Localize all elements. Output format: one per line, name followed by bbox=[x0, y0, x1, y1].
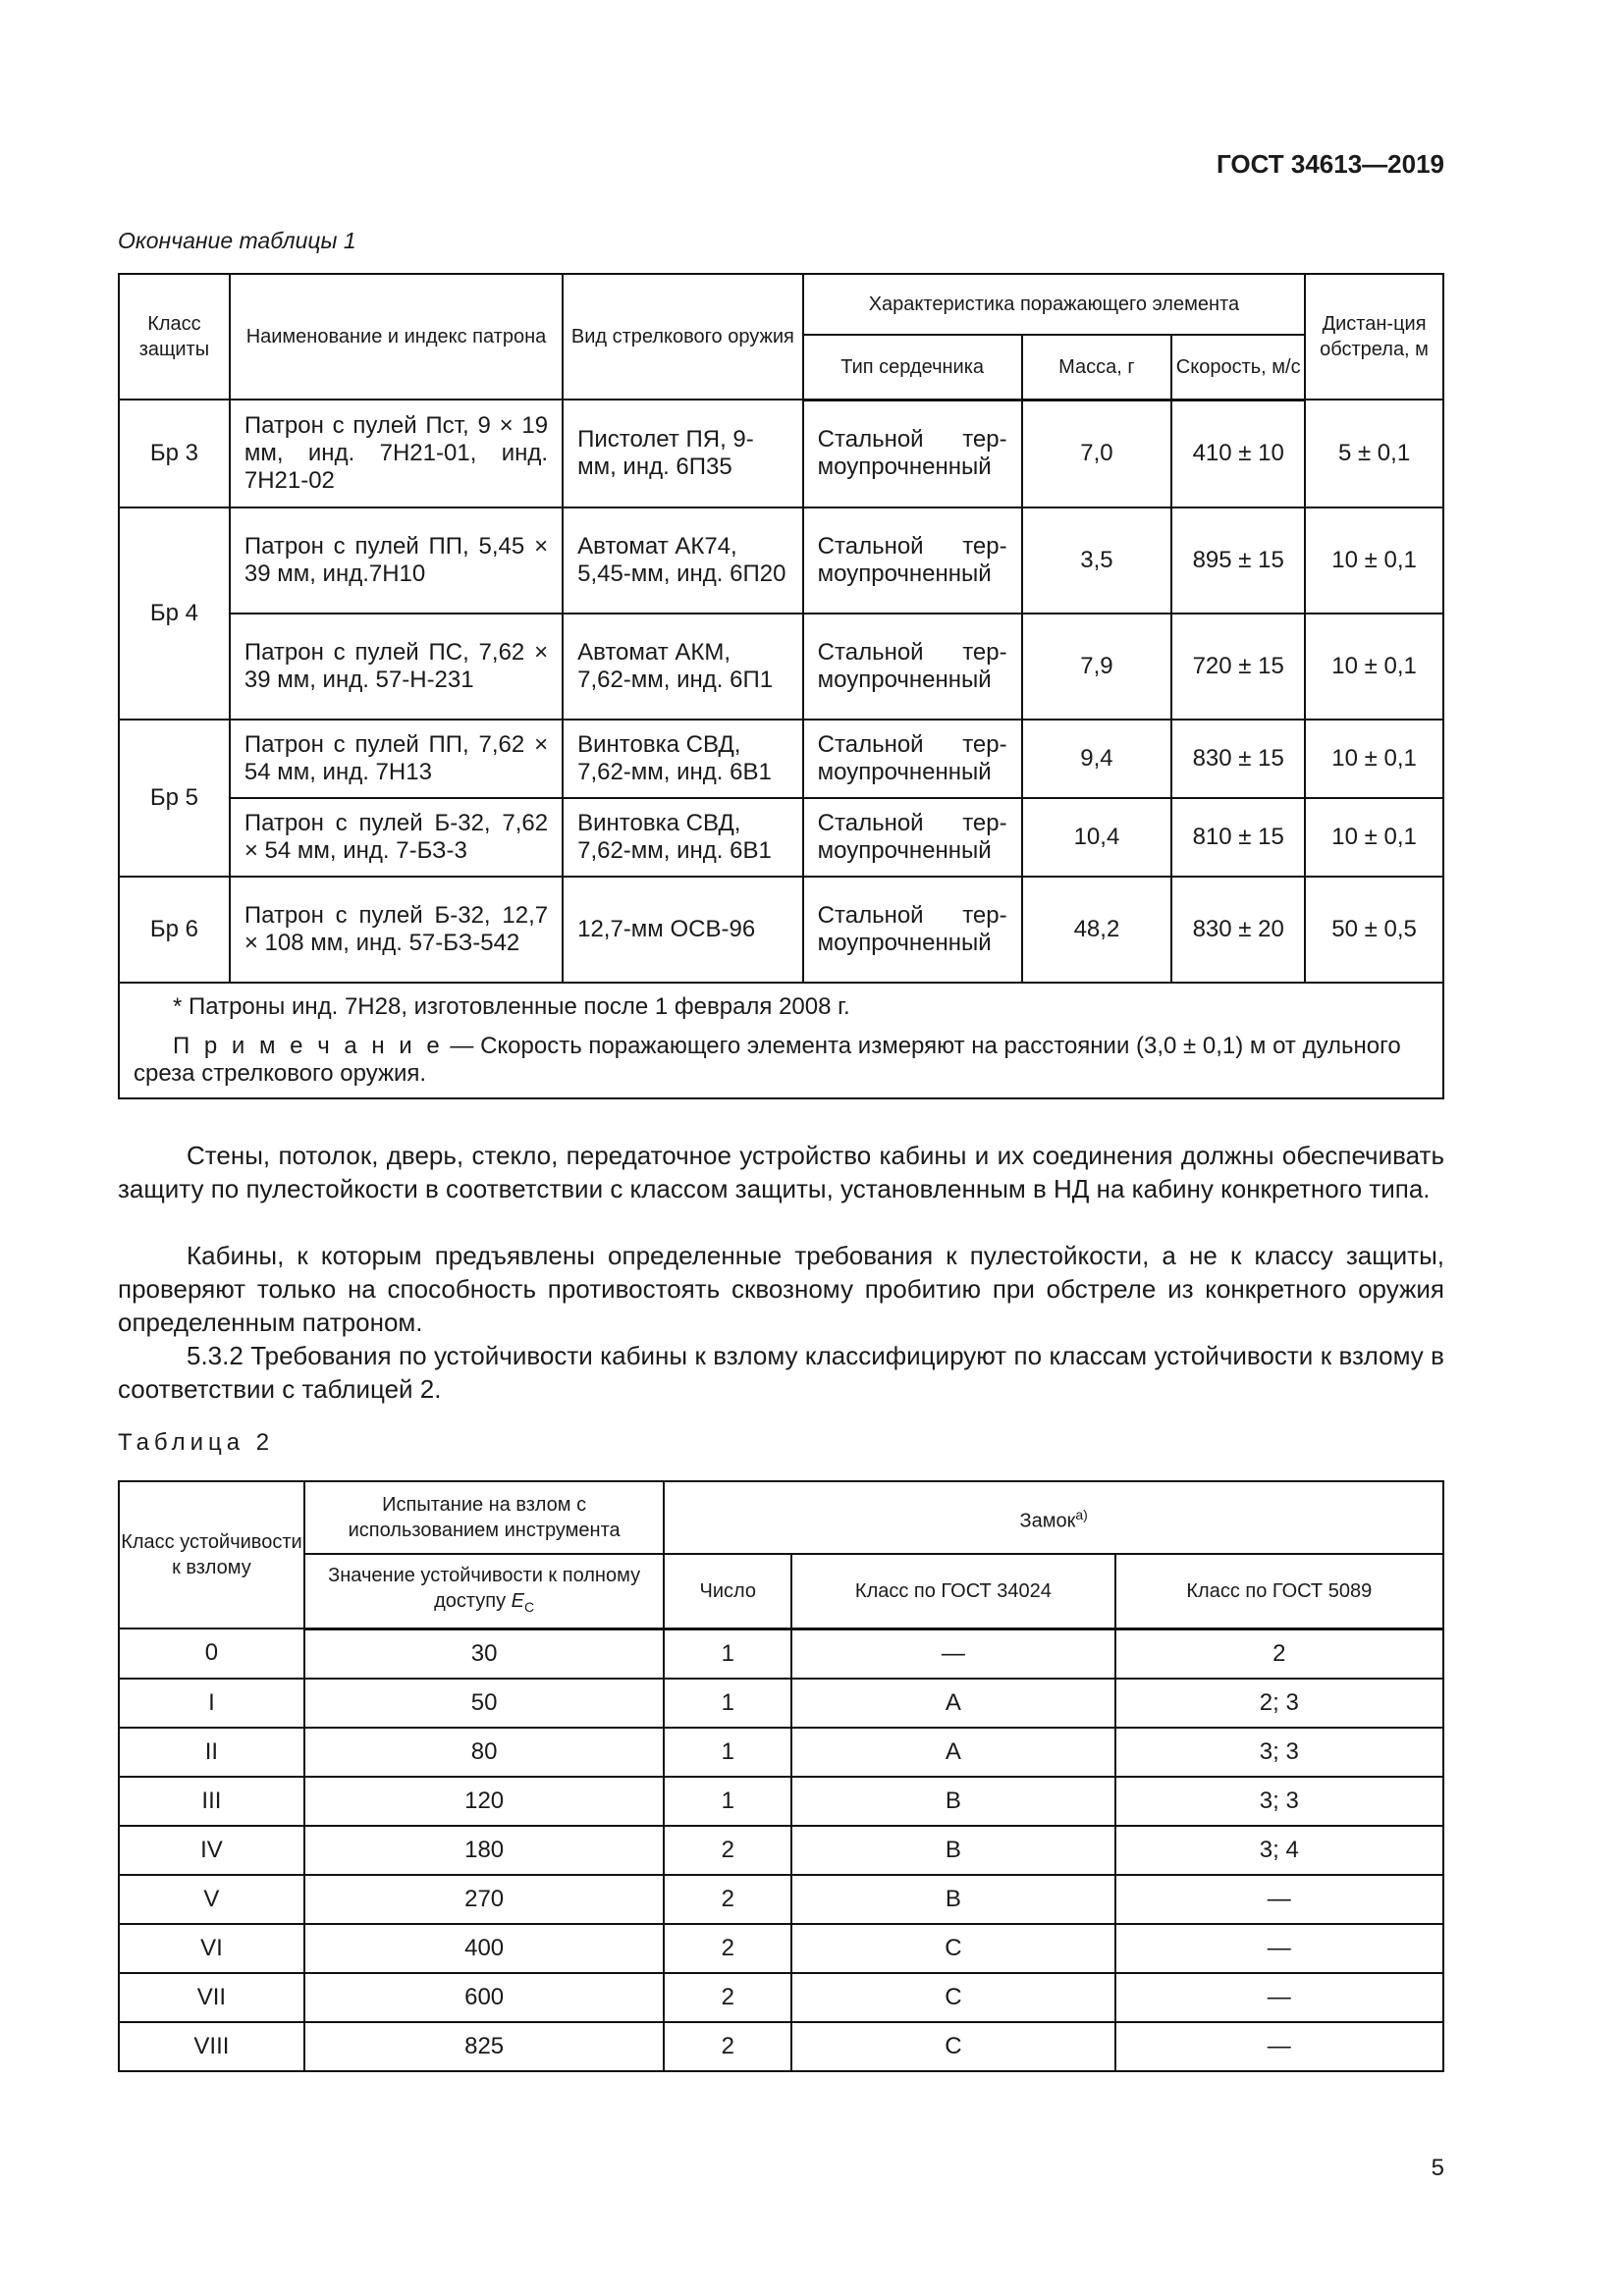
cell-mass: 7,0 bbox=[1022, 400, 1172, 507]
cell-class: V bbox=[119, 1875, 304, 1924]
cell-class: VIII bbox=[119, 2022, 304, 2071]
cell-weapon: Автомат АК74, 5,45-мм, инд. 6П20 bbox=[563, 507, 803, 614]
cell-weapon: Автомат АКМ, 7,62-мм, инд. 6П1 bbox=[563, 614, 803, 720]
cell-class: VI bbox=[119, 1924, 304, 1973]
cell-gost-5089: 3; 4 bbox=[1115, 1826, 1443, 1875]
cell-count: 2 bbox=[664, 1875, 791, 1924]
table-row bbox=[119, 1777, 1443, 1826]
cell-count: 1 bbox=[664, 1629, 791, 1679]
cell-resistance: 80 bbox=[304, 1728, 665, 1777]
cell-class: 0 bbox=[119, 1629, 304, 1679]
header-class: Класс защиты bbox=[119, 274, 230, 400]
header-count: Число bbox=[664, 1554, 791, 1629]
cell-class: VII bbox=[119, 1973, 304, 2022]
cell-gost-34024: В bbox=[791, 1826, 1114, 1875]
cell-cartridge: Патрон с пулей Б-32, 7,62 × 54 мм, инд. 7-БЗ-3 bbox=[230, 798, 563, 877]
table-row bbox=[119, 1679, 1443, 1728]
cell-gost-5089: — bbox=[1115, 1875, 1443, 1924]
cell-class: Бр 4 bbox=[119, 507, 230, 720]
header-mass: Масса, г bbox=[1022, 335, 1172, 400]
table-row bbox=[119, 1875, 1443, 1924]
cell-resistance: 30 bbox=[304, 1629, 665, 1679]
cell-gost-5089: 3; 3 bbox=[1115, 1777, 1443, 1826]
table-burglary-resistance bbox=[118, 1480, 1444, 2072]
cell-resistance: 400 bbox=[304, 1924, 665, 1973]
header-gost-34024: Класс по ГОСТ 34024 bbox=[791, 1554, 1114, 1629]
cell-class: Бр 5 bbox=[119, 720, 230, 877]
cell-weapon: Пистолет ПЯ, 9-мм, инд. 6П35 bbox=[563, 400, 803, 507]
cell-cartridge: Патрон с пулей ПП, 7,62 × 54 мм, инд. 7Н13 bbox=[230, 720, 563, 798]
cell-gost-34024: В bbox=[791, 1777, 1114, 1826]
cell-speed: 810 ± 15 bbox=[1171, 798, 1305, 877]
cell-count: 2 bbox=[664, 2022, 791, 2071]
cell-class: Бр 3 bbox=[119, 400, 230, 507]
header-characteristic: Характеристика поражающего элемента bbox=[803, 274, 1305, 335]
cell-gost-5089: 3; 3 bbox=[1115, 1728, 1443, 1777]
header-cartridge-name: Наименование и индекс патрона bbox=[230, 274, 563, 400]
table-note bbox=[134, 1033, 1429, 1088]
cell-distance: 10 ± 0,1 bbox=[1305, 720, 1443, 798]
cell-core: Стальной тер-моупрочненный bbox=[803, 720, 1022, 798]
cell-weapon: Винтовка СВД, 7,62-мм, инд. 6В1 bbox=[563, 798, 803, 877]
cell-gost-5089: — bbox=[1115, 2022, 1443, 2071]
cell-count: 1 bbox=[664, 1777, 791, 1826]
cell-speed: 720 ± 15 bbox=[1171, 614, 1305, 720]
table2-caption: Таблица 2 bbox=[118, 1429, 275, 1456]
cell-gost-34024: А bbox=[791, 1728, 1114, 1777]
table-row bbox=[119, 2022, 1443, 2071]
table-row bbox=[119, 798, 1443, 877]
cell-core: Стальной тер-моупрочненный bbox=[803, 400, 1022, 507]
cell-gost-5089: — bbox=[1115, 1924, 1443, 1973]
cell-class: Бр 6 bbox=[119, 877, 230, 983]
cell-distance: 5 ± 0,1 bbox=[1305, 400, 1443, 507]
cell-gost-34024: А bbox=[791, 1679, 1114, 1728]
cell-distance: 50 ± 0,5 bbox=[1305, 877, 1443, 983]
cell-core: Стальной тер-моупрочненный bbox=[803, 877, 1022, 983]
table-row bbox=[119, 507, 1443, 614]
cell-class: III bbox=[119, 1777, 304, 1826]
page-number: 5 bbox=[1431, 2155, 1444, 2181]
cell-mass: 10,4 bbox=[1022, 798, 1172, 877]
cell-gost-5089: 2 bbox=[1115, 1629, 1443, 1679]
cell-resistance: 270 bbox=[304, 1875, 665, 1924]
cell-class: II bbox=[119, 1728, 304, 1777]
cell-distance: 10 ± 0,1 bbox=[1305, 798, 1443, 877]
table-row bbox=[119, 1826, 1443, 1875]
cell-cartridge: Патрон с пулей ПС, 7,62 × 39 мм, инд. 57-Н-231 bbox=[230, 614, 563, 720]
cell-resistance: 180 bbox=[304, 1826, 665, 1875]
table-row bbox=[119, 614, 1443, 720]
note-label: П р и м е ч а н и е bbox=[173, 1033, 444, 1059]
header-weapon-type: Вид стрелкового оружия bbox=[563, 274, 803, 400]
cell-gost-34024: — bbox=[791, 1629, 1114, 1679]
cell-gost-5089: — bbox=[1115, 1973, 1443, 2022]
header-burglary-test: Испытание на взлом с использованием инструмента bbox=[304, 1481, 665, 1554]
cell-gost-34024: С bbox=[791, 1973, 1114, 2022]
cell-mass: 3,5 bbox=[1022, 507, 1172, 614]
document-header-id: ГОСТ 34613—2019 bbox=[1217, 149, 1444, 179]
table1-caption: Окончание таблицы 1 bbox=[118, 228, 356, 253]
cell-count: 1 bbox=[664, 1679, 791, 1728]
note-text: — Скорость поражающего элемента измеряют на расстоянии (3,0 ± 0,1) м от дульного среза стрелкового оружия. bbox=[134, 1033, 1401, 1087]
cell-class: I bbox=[119, 1679, 304, 1728]
cell-count: 2 bbox=[664, 1924, 791, 1973]
cell-distance: 10 ± 0,1 bbox=[1305, 507, 1443, 614]
cell-gost-34024: С bbox=[791, 1924, 1114, 1973]
header-resistance-class: Класс устойчивости к взлому bbox=[119, 1481, 304, 1629]
cell-weapon: 12,7-мм ОСВ-96 bbox=[563, 877, 803, 983]
table-row bbox=[119, 400, 1443, 507]
header-resistance-value: Значение устойчивости к полному доступу $E_C$ bbox=[304, 1554, 665, 1629]
cell-resistance: 600 bbox=[304, 1973, 665, 2022]
header-distance: Дистан-ция обстрела, м bbox=[1305, 274, 1443, 400]
cell-core: Стальной тер-моупрочненный bbox=[803, 614, 1022, 720]
cell-resistance: 120 bbox=[304, 1777, 665, 1826]
cell-distance: 10 ± 0,1 bbox=[1305, 614, 1443, 720]
cell-weapon: Винтовка СВД, 7,62-мм, инд. 6В1 bbox=[563, 720, 803, 798]
cell-mass: 48,2 bbox=[1022, 877, 1172, 983]
table-row bbox=[119, 1973, 1443, 2022]
table-notes bbox=[119, 983, 1443, 1098]
cell-core: Стальной тер-моупрочненный bbox=[803, 798, 1022, 877]
cell-mass: 9,4 bbox=[1022, 720, 1172, 798]
table-footnote: * Патроны инд. 7Н28, изготовленные после 1 февраля 2008 г. bbox=[173, 993, 850, 1020]
table-row bbox=[119, 720, 1443, 798]
cell-core: Стальной тер-моупрочненный bbox=[803, 507, 1022, 614]
table-row bbox=[119, 1629, 1443, 1679]
cell-speed: 895 ± 15 bbox=[1171, 507, 1305, 614]
table-notes-row bbox=[119, 983, 1443, 1098]
header-core-type: Тип сердечника bbox=[803, 335, 1022, 400]
cell-cartridge: Патрон с пулей Б-32, 12,7 × 108 мм, инд. 57-БЗ-542 bbox=[230, 877, 563, 983]
cell-mass: 7,9 bbox=[1022, 614, 1172, 720]
table-protection-classes bbox=[118, 273, 1444, 1099]
cell-resistance: 50 bbox=[304, 1679, 665, 1728]
header-lock: Замок$^{а)}$ bbox=[664, 1481, 1443, 1554]
paragraph-5-3-2: 5.3.2 Требования по устойчивости кабины к взлому классифицируют по классам устойчивости к взлому в соответствии с таблицей 2. bbox=[118, 1341, 1444, 1404]
cell-count: 1 bbox=[664, 1728, 791, 1777]
table-row bbox=[119, 1924, 1443, 1973]
cell-cartridge: Патрон с пулей ПП, 5,45 × 39 мм, инд.7Н10 bbox=[230, 507, 563, 614]
cell-resistance: 825 bbox=[304, 2022, 665, 2071]
cell-count: 2 bbox=[664, 1973, 791, 2022]
cell-speed: 410 ± 10 bbox=[1171, 400, 1305, 507]
header-speed: Скорость, м/с bbox=[1171, 335, 1305, 400]
paragraph-cabins: Кабины, к которым предъявлены определенные требования к пулестойкости, а не к классу защиты, проверяют только на способность противостоять сквозному пробитию при обстреле из конкретного оружия определенным патроном. bbox=[118, 1241, 1444, 1337]
cell-class: IV bbox=[119, 1826, 304, 1875]
table-row bbox=[119, 877, 1443, 983]
cell-gost-34024: С bbox=[791, 2022, 1114, 2071]
table-row bbox=[119, 1728, 1443, 1777]
cell-gost-34024: В bbox=[791, 1875, 1114, 1924]
cell-count: 2 bbox=[664, 1826, 791, 1875]
cell-speed: 830 ± 20 bbox=[1171, 877, 1305, 983]
cell-gost-5089: 2; 3 bbox=[1115, 1679, 1443, 1728]
cell-speed: 830 ± 15 bbox=[1171, 720, 1305, 798]
cell-cartridge: Патрон с пулей Пст, 9 × 19 мм, инд. 7Н21-01, инд. 7Н21-02 bbox=[230, 400, 563, 507]
header-gost-5089: Класс по ГОСТ 5089 bbox=[1115, 1554, 1443, 1629]
paragraph-walls: Стены, потолок, дверь, стекло, передаточное устройство кабины и их соединения должны обеспечивать защиту по пулестойкости в соответствии с классом защиты, установленным в НД на кабину конкретного типа. bbox=[118, 1141, 1444, 1203]
